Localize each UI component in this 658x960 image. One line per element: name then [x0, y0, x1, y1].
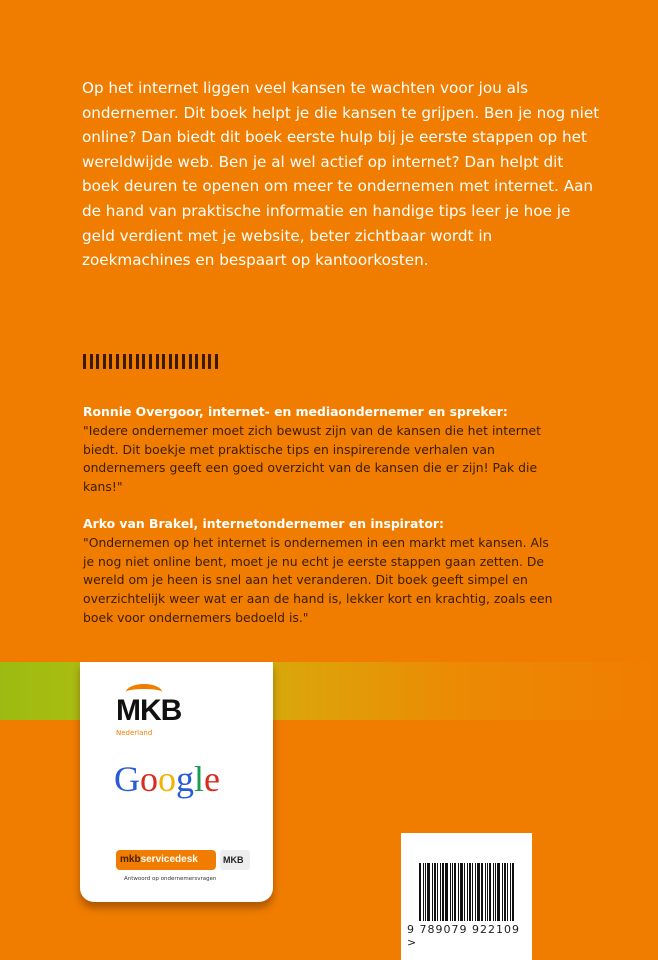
bar	[425, 863, 426, 921]
sd-a: mkb	[120, 854, 141, 865]
bar	[497, 863, 500, 921]
tick	[96, 354, 99, 369]
tick	[156, 354, 159, 369]
tick	[103, 354, 106, 369]
tick	[169, 354, 172, 369]
tick	[109, 354, 112, 369]
sd-b: servicedesk	[140, 854, 198, 865]
bar	[450, 863, 451, 921]
bar	[485, 863, 486, 921]
bar	[432, 863, 433, 921]
google-letter: g	[176, 759, 194, 799]
bar	[427, 863, 430, 921]
quote-text: "Iedere ondernemer moet zich bewust zijn van de kansen die het internet biedt. Dit boekje met praktische tips en inspirerende verhalen van ondernemers geeft een goed overzicht van de kansen die er zijn! Pak die kans!"	[83, 422, 541, 495]
bar	[512, 863, 514, 921]
tick	[123, 354, 126, 369]
bar	[458, 863, 459, 921]
isbn: 9 789079 922109 >	[407, 923, 520, 949]
tick	[162, 354, 165, 369]
tick	[90, 354, 93, 369]
bar	[440, 863, 441, 921]
google-letter: G	[114, 759, 140, 799]
google-letter: l	[194, 759, 205, 799]
quote-author: Ronnie Overgoor, internet- en mediaondernemer en spreker:	[83, 404, 508, 419]
google-letter: o	[158, 759, 176, 799]
tick	[83, 354, 86, 369]
tick	[208, 354, 211, 369]
mkb-subtitle: Nederland	[116, 729, 153, 737]
bar	[419, 863, 421, 921]
quote-1	[83, 403, 563, 497]
bar	[452, 863, 453, 921]
bar	[487, 863, 488, 921]
bar	[481, 863, 483, 921]
tick	[195, 354, 198, 369]
bar	[454, 863, 456, 921]
sponsor-card	[80, 662, 273, 902]
tick	[189, 354, 192, 369]
bar	[467, 863, 468, 921]
servicedesk-logo	[116, 850, 216, 870]
bar	[434, 863, 436, 921]
google-letter: o	[140, 759, 158, 799]
tick	[149, 354, 152, 369]
bar	[469, 863, 471, 921]
bar	[507, 863, 508, 921]
quote-text: "Ondernemen op het internet is ondernemen in een markt met kansen. Als je nog niet online bent, moet je nu echt je eerste stappen gaan zetten. De wereld om je heen is snel aan het veranderen. Dit boek geeft simpel en overzichtelijk weer wat er aan de hand is, lekker kort en krachtig, zoals een boek voor ondernemers bedoeld is."	[83, 534, 553, 625]
bar	[464, 863, 465, 921]
bar	[502, 863, 503, 921]
blurb-text: Op het internet liggen veel kansen te wachten voor jou als ondernemer. Dit boek helpt je die kansen te grijpen. Ben je nog niet online? Dan biedt dit boek eerste hulp bij je eerste stappen op het wereldwijde web. Ben je al wel actief op internet? Dan helpt dit boek deuren te openen om meer te ondernemen met internet. Aan de hand van praktische informatie en handige tips leer je hoe je geld verdient met je website, beter zichtbaar wordt in zoekmachines en bespaart op kantoorkosten.	[82, 79, 600, 270]
bar	[477, 863, 480, 921]
quote-author: Arko van Brakel, internetondernemer en inspirator:	[83, 515, 444, 531]
barcode	[401, 833, 532, 960]
bar	[472, 863, 473, 921]
tick	[142, 354, 145, 369]
bar	[510, 863, 511, 921]
bar	[493, 863, 494, 921]
barcode-bars	[419, 863, 515, 921]
tick	[215, 354, 218, 369]
google-logo	[114, 758, 220, 800]
bar	[495, 863, 496, 921]
bar	[437, 863, 438, 921]
tick	[116, 354, 119, 369]
mkb-logo: MKB	[116, 694, 182, 727]
bar	[489, 863, 491, 921]
bar	[504, 863, 506, 921]
tick	[202, 354, 205, 369]
bar	[475, 863, 476, 921]
tick	[136, 354, 139, 369]
quote-2	[83, 515, 563, 628]
bar	[445, 863, 448, 921]
tick	[175, 354, 178, 369]
tick-divider	[83, 354, 218, 369]
google-letter: e	[204, 759, 220, 799]
tick	[182, 354, 185, 369]
bar	[442, 863, 444, 921]
sd-mkb-logo: MKB	[220, 850, 250, 870]
bar	[423, 863, 424, 921]
tick	[129, 354, 132, 369]
quotes	[83, 403, 563, 646]
bar	[460, 863, 463, 921]
servicedesk-tagline: Antwoord op ondernemersvragen	[124, 876, 217, 882]
